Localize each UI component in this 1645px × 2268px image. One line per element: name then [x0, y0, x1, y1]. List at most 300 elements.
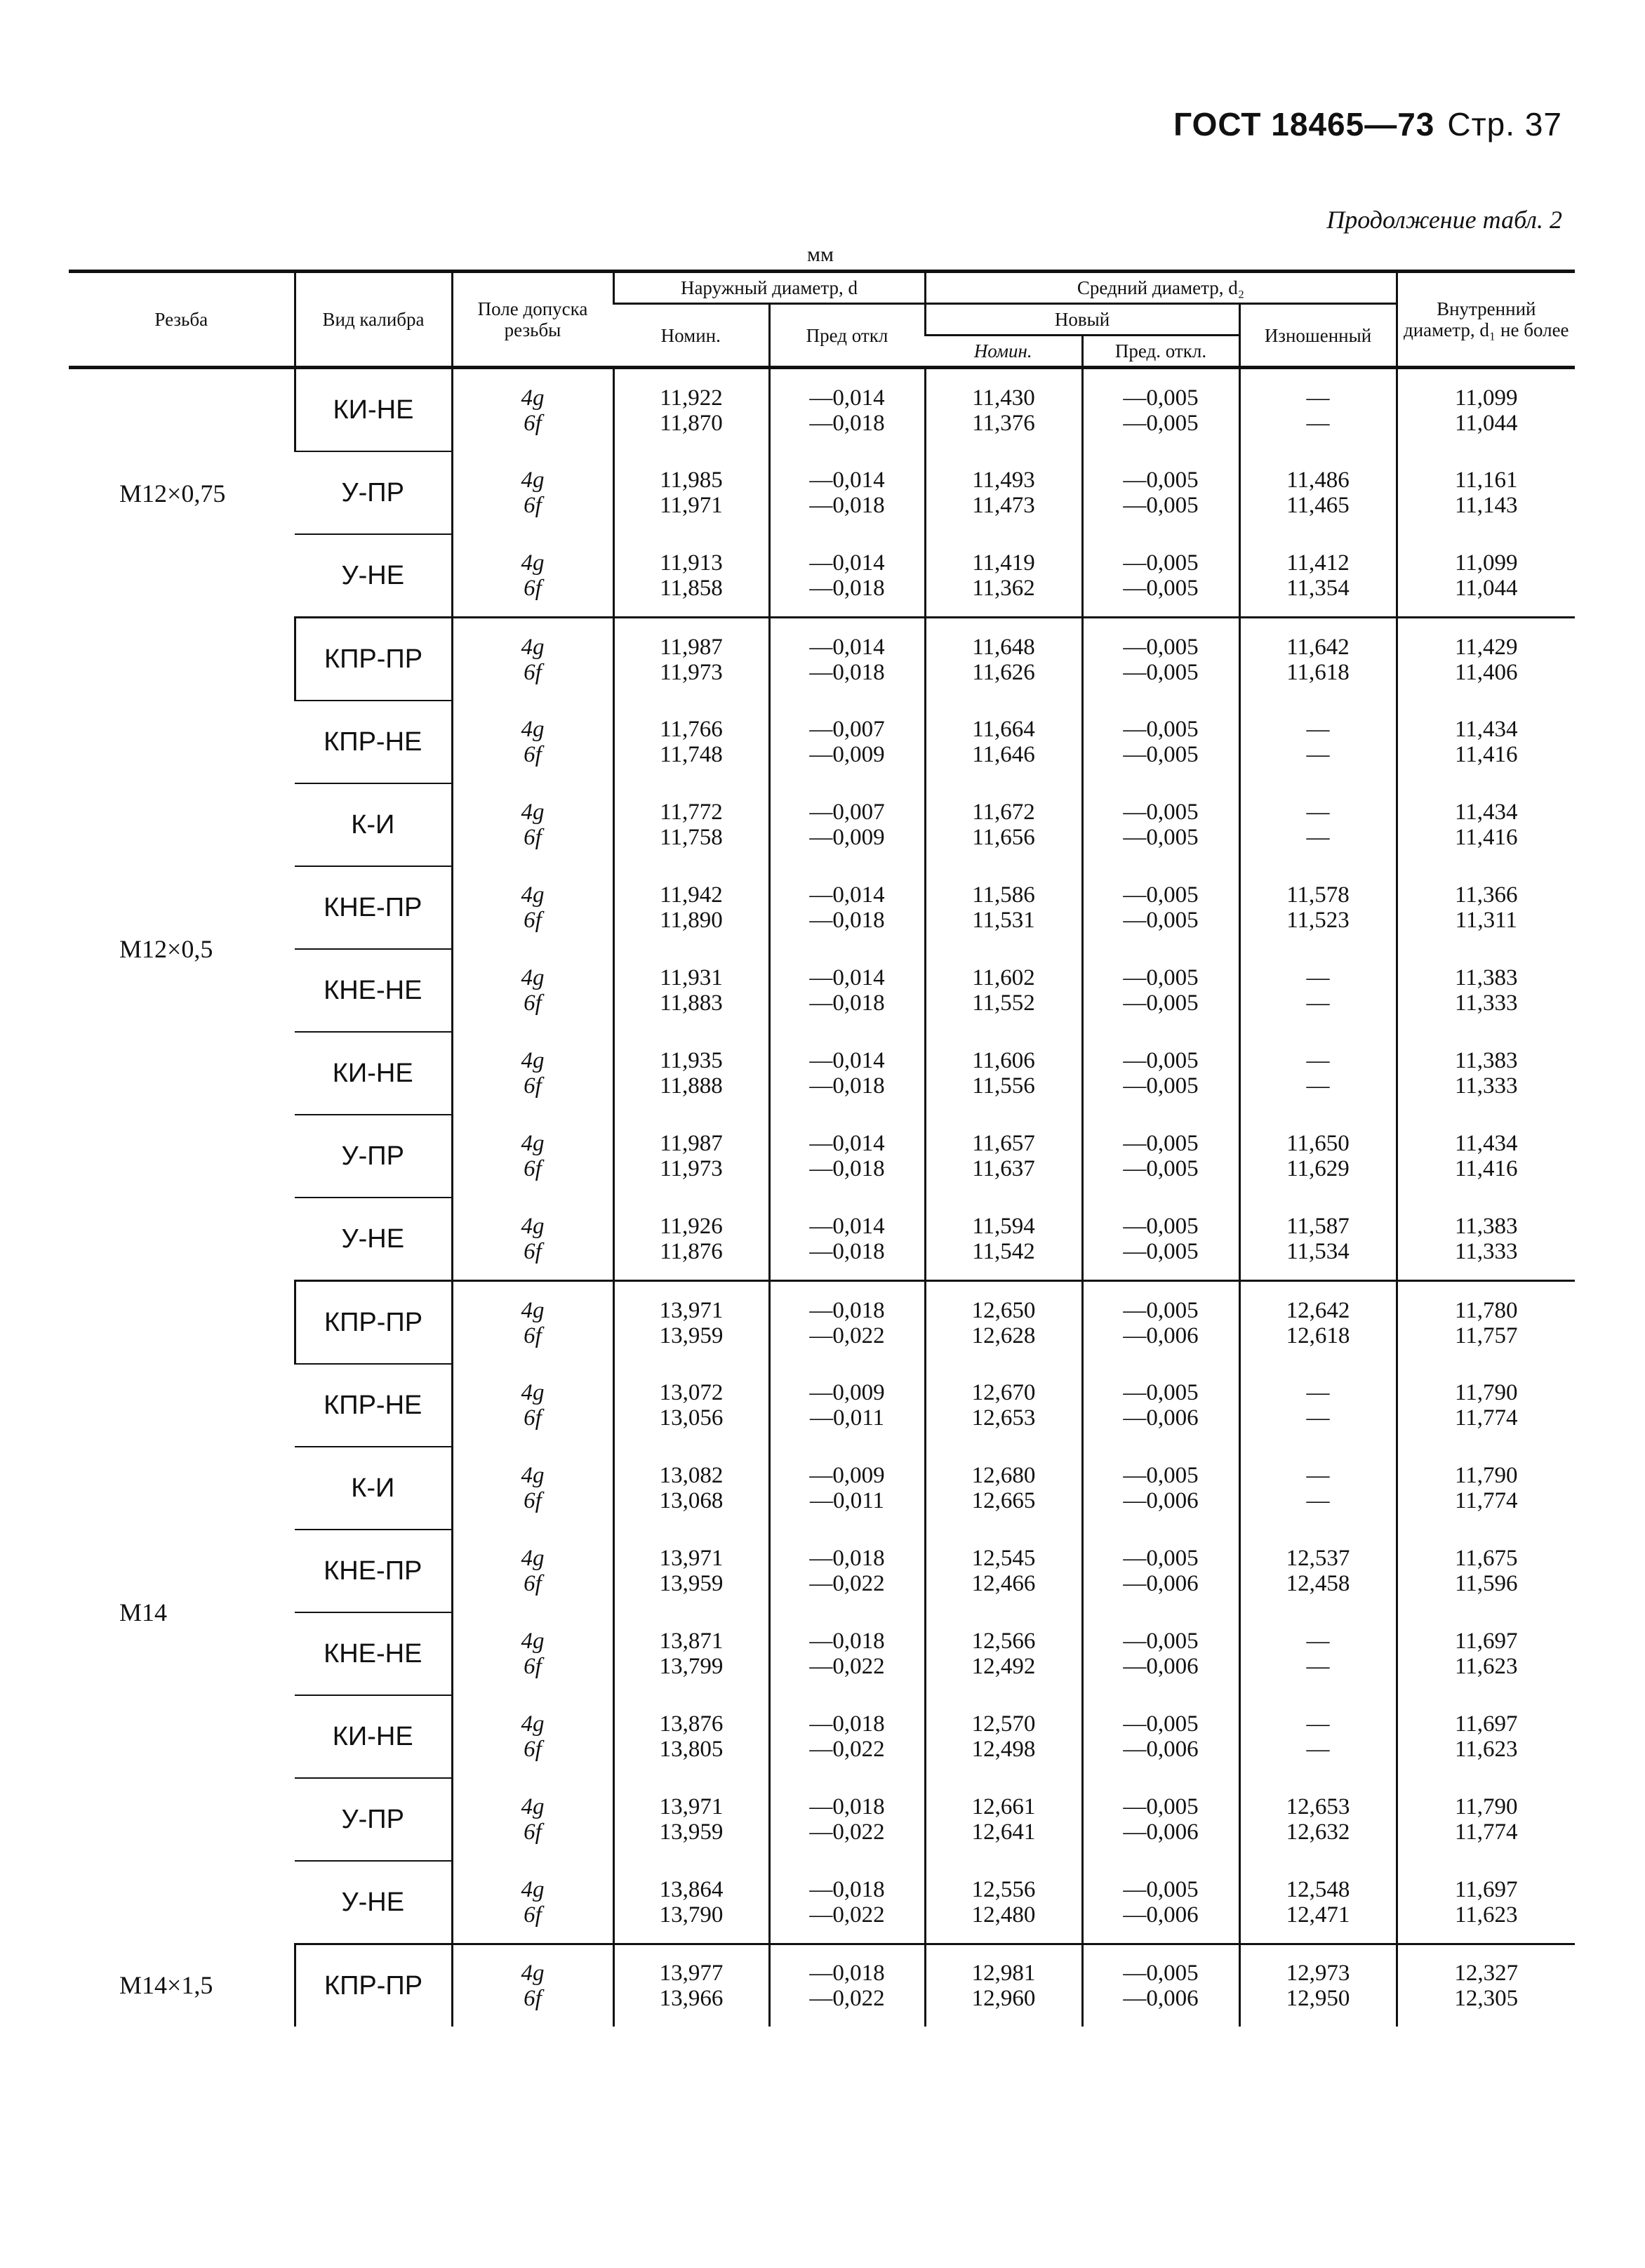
table-row	[69, 1695, 1575, 1778]
outer-dev-value: —0,018	[809, 1629, 885, 1654]
mid-nom-cell	[925, 1861, 1082, 1944]
outer-dev-value: —0,014	[809, 634, 885, 660]
inner-diameter-cell	[1397, 1115, 1575, 1198]
mid-nom-cell	[925, 1695, 1082, 1778]
mid-nom-cell	[925, 1778, 1082, 1861]
tolerance-value: 4g	[521, 1131, 545, 1156]
mid-nom-value: 11,637	[972, 1156, 1035, 1181]
mid-dev-value: —0,005	[1123, 550, 1199, 576]
inner-diameter-value: 11,697	[1455, 1876, 1518, 1902]
tolerance-value: 6f	[524, 908, 542, 933]
inner-diameter-cell	[1397, 368, 1575, 452]
mid-worn-value: —	[1306, 1488, 1330, 1513]
table-row	[69, 534, 1575, 618]
outer-dev-value: —0,009	[809, 1380, 885, 1405]
mid-dev-value: —0,006	[1123, 1654, 1199, 1679]
mid-nom-value: 12,480	[971, 1902, 1036, 1928]
outer-nom-cell	[613, 866, 769, 949]
mid-dev-value: —0,005	[1123, 493, 1199, 518]
outer-nom-cell	[613, 1115, 769, 1198]
mid-nom-cell	[925, 783, 1082, 866]
mid-dev-value: —0,005	[1123, 634, 1199, 660]
gauge-cell: КПР-ПР	[295, 1944, 452, 2027]
mid-worn-value: 11,523	[1286, 908, 1350, 933]
tolerance-value: 4g	[521, 550, 545, 576]
outer-dev-cell	[769, 1115, 925, 1198]
outer-dev-value: —0,007	[809, 717, 885, 742]
tolerance-cell	[452, 1530, 613, 1612]
outer-dev-cell	[769, 1198, 925, 1281]
mid-dev-value: —0,005	[1123, 990, 1199, 1016]
outer-dev-cell	[769, 949, 925, 1032]
gauge-cell: У-ПР	[295, 451, 452, 534]
tolerance-cell	[452, 783, 613, 866]
mid-worn-value: —	[1306, 1737, 1330, 1762]
outer-dev-cell	[769, 1032, 925, 1115]
mid-dev-value: —0,005	[1123, 1156, 1199, 1181]
tolerance-value: 4g	[521, 634, 545, 660]
outer-nom-value: 13,799	[659, 1654, 724, 1679]
mid-nom-value: 12,665	[971, 1488, 1036, 1513]
outer-nom-value: 11,985	[660, 467, 723, 493]
table-row	[69, 949, 1575, 1032]
mid-nom-value: 11,586	[972, 882, 1035, 908]
outer-nom-cell	[613, 1447, 769, 1530]
gauge-cell: У-ПР	[295, 1115, 452, 1198]
gauge-cell: КПР-НЕ	[295, 1364, 452, 1447]
mid-nom-value: 11,362	[972, 575, 1035, 601]
outer-nom-cell	[613, 701, 769, 783]
tolerance-value: 4g	[521, 1629, 545, 1654]
inner-diameter-cell	[1397, 1447, 1575, 1530]
mid-nom-value: 11,556	[972, 1073, 1035, 1099]
mid-dev-cell	[1082, 1944, 1239, 2027]
page-number: Стр. 37	[1447, 106, 1562, 142]
outer-dev-cell	[769, 1447, 925, 1530]
outer-nom-value: 13,977	[659, 1961, 724, 1986]
mid-dev-value: —0,005	[1123, 1048, 1199, 1073]
mid-nom-cell	[925, 1612, 1082, 1695]
tolerance-value: 6f	[524, 1571, 542, 1596]
mid-dev-value: —0,006	[1123, 1571, 1199, 1596]
mid-dev-cell	[1082, 1778, 1239, 1861]
tolerance-value: 4g	[521, 1297, 545, 1323]
outer-dev-cell	[769, 451, 925, 534]
mid-worn-value: 11,412	[1286, 550, 1350, 576]
tolerance-cell	[452, 1281, 613, 1365]
mid-dev-cell	[1082, 1530, 1239, 1612]
table-row	[69, 1198, 1575, 1281]
mid-dev-value: —0,006	[1123, 1819, 1199, 1845]
outer-nom-value: 11,766	[660, 717, 723, 742]
mid-worn-value: —	[1306, 410, 1330, 436]
tolerance-value: 4g	[521, 800, 545, 825]
mid-worn-value: 11,587	[1286, 1213, 1350, 1239]
mid-nom-value: 11,531	[972, 908, 1035, 933]
outer-dev-value: —0,022	[809, 1654, 885, 1679]
inner-diameter-value: 11,697	[1455, 1711, 1518, 1737]
outer-dev-value: —0,014	[809, 882, 885, 908]
mid-dev-value: —0,005	[1123, 1297, 1199, 1323]
mid-worn-value: 12,642	[1286, 1297, 1350, 1323]
outer-dev-value: —0,022	[809, 1902, 885, 1928]
mid-worn-cell	[1239, 1198, 1397, 1281]
gauge-cell: КПР-ПР	[295, 618, 452, 701]
outer-dev-value: —0,018	[809, 1156, 885, 1181]
outer-nom-cell	[613, 1861, 769, 1944]
outer-dev-value: —0,018	[809, 990, 885, 1016]
outer-nom-cell	[613, 1612, 769, 1695]
mid-worn-value: —	[1306, 965, 1330, 990]
table-row	[69, 1530, 1575, 1612]
outer-nom-value: 13,971	[659, 1297, 724, 1323]
mid-worn-value: 11,534	[1286, 1238, 1350, 1264]
mid-dev-cell	[1082, 949, 1239, 1032]
mid-nom-cell	[925, 1944, 1082, 2027]
gauge-cell: КНЕ-НЕ	[295, 1612, 452, 1695]
outer-nom-value: 11,883	[660, 990, 723, 1016]
mid-dev-value: —0,005	[1123, 1876, 1199, 1902]
mid-nom-cell	[925, 1530, 1082, 1612]
mid-dev-cell	[1082, 534, 1239, 618]
tolerance-cell	[452, 1695, 613, 1778]
mid-worn-value: —	[1306, 1073, 1330, 1099]
mid-nom-value: 11,657	[972, 1131, 1035, 1156]
mid-dev-value: —0,006	[1123, 1322, 1199, 1348]
mid-nom-cell	[925, 1198, 1082, 1281]
mid-worn-value: —	[1306, 825, 1330, 850]
inner-diameter-value: 11,099	[1455, 550, 1518, 576]
inner-diameter-value: 11,434	[1455, 800, 1518, 825]
outer-nom-value: 11,870	[660, 410, 723, 436]
mid-dev-cell	[1082, 783, 1239, 866]
inner-diameter-cell	[1397, 1198, 1575, 1281]
outer-nom-cell	[613, 949, 769, 1032]
gauge-cell: К-И	[295, 783, 452, 866]
inner-diameter-value: 11,099	[1455, 385, 1518, 411]
inner-diameter-value: 11,697	[1455, 1629, 1518, 1654]
inner-diameter-value: 11,596	[1455, 1571, 1518, 1596]
outer-nom-value: 13,876	[659, 1711, 724, 1737]
inner-diameter-value: 11,333	[1455, 1238, 1518, 1264]
outer-nom-cell	[613, 1032, 769, 1115]
mid-dev-value: —0,005	[1123, 467, 1199, 493]
mid-dev-cell	[1082, 451, 1239, 534]
outer-dev-value: —0,014	[809, 467, 885, 493]
mid-worn-value: —	[1306, 990, 1330, 1016]
outer-dev-value: —0,014	[809, 550, 885, 576]
mid-nom-value: 12,570	[971, 1711, 1036, 1737]
outer-dev-cell	[769, 1530, 925, 1612]
mid-worn-value: 12,632	[1286, 1819, 1350, 1845]
mid-worn-value: 11,465	[1286, 493, 1350, 518]
outer-nom-value: 13,959	[659, 1819, 724, 1845]
outer-dev-value: —0,022	[809, 1737, 885, 1762]
gauge-cell: У-НЕ	[295, 1861, 452, 1944]
tolerance-value: 4g	[521, 1213, 545, 1239]
inner-diameter-value: 11,383	[1455, 965, 1518, 990]
tolerance-cell	[452, 618, 613, 701]
tolerance-cell	[452, 949, 613, 1032]
gauge-cell: К-И	[295, 1447, 452, 1530]
col-mid-worn: Изношенный	[1239, 304, 1397, 368]
tolerance-value: 6f	[524, 1819, 542, 1845]
inner-diameter-cell	[1397, 1778, 1575, 1861]
mid-nom-value: 11,473	[972, 493, 1035, 518]
col-outer-nom: Номин.	[613, 304, 769, 368]
outer-nom-value: 13,790	[659, 1902, 724, 1928]
outer-dev-cell	[769, 783, 925, 866]
inner-diameter-value: 11,790	[1455, 1794, 1518, 1819]
mid-dev-value: —0,005	[1123, 1629, 1199, 1654]
outer-nom-value: 11,858	[660, 575, 723, 601]
mid-nom-cell	[925, 1281, 1082, 1365]
mid-dev-value: —0,006	[1123, 1737, 1199, 1762]
mid-nom-cell	[925, 866, 1082, 949]
inner-diameter-value: 11,416	[1455, 825, 1518, 850]
mid-dev-cell	[1082, 866, 1239, 949]
outer-dev-value: —0,018	[809, 410, 885, 436]
table-row	[69, 1778, 1575, 1861]
tolerance-value: 6f	[524, 1073, 542, 1099]
outer-dev-cell	[769, 1281, 925, 1365]
inner-diameter-value: 12,327	[1454, 1961, 1519, 1986]
mid-nom-cell	[925, 451, 1082, 534]
mid-dev-value: —0,005	[1123, 965, 1199, 990]
mid-worn-value: 12,471	[1286, 1902, 1350, 1928]
mid-nom-value: 12,670	[971, 1380, 1036, 1405]
outer-dev-value: —0,018	[809, 1961, 885, 1986]
mid-worn-value: —	[1306, 742, 1330, 767]
tolerance-cell	[452, 1198, 613, 1281]
mid-dev-cell	[1082, 1861, 1239, 1944]
mid-dev-value: —0,005	[1123, 1131, 1199, 1156]
thread-cell: М14	[119, 1598, 168, 1626]
mid-dev-cell	[1082, 1364, 1239, 1447]
outer-nom-value: 11,890	[660, 908, 723, 933]
outer-dev-value: —0,009	[809, 1463, 885, 1488]
mid-dev-cell	[1082, 1281, 1239, 1365]
tolerance-value: 6f	[524, 1238, 542, 1264]
mid-dev-value: —0,006	[1123, 1405, 1199, 1431]
thread-cell: М12×0,5	[119, 935, 213, 963]
unit-label: мм	[807, 243, 834, 266]
mid-nom-cell	[925, 1032, 1082, 1115]
outer-nom-value: 13,966	[659, 1986, 724, 2011]
mid-nom-value: 12,492	[971, 1654, 1036, 1679]
inner-diameter-value: 11,774	[1455, 1819, 1518, 1845]
mid-worn-cell	[1239, 1695, 1397, 1778]
mid-dev-value: —0,005	[1123, 1546, 1199, 1571]
mid-dev-value: —0,005	[1123, 1463, 1199, 1488]
outer-dev-value: —0,022	[809, 1322, 885, 1348]
tolerance-value: 4g	[521, 1711, 545, 1737]
tolerance-value: 4g	[521, 1048, 545, 1073]
tolerance-cell	[452, 1447, 613, 1530]
mid-dev-value: —0,005	[1123, 1073, 1199, 1099]
mid-worn-cell	[1239, 1364, 1397, 1447]
mid-worn-cell	[1239, 1115, 1397, 1198]
outer-dev-value: —0,018	[809, 659, 885, 685]
inner-diameter-cell	[1397, 618, 1575, 701]
outer-nom-value: 13,072	[659, 1380, 724, 1405]
inner-diameter-cell	[1397, 1364, 1575, 1447]
outer-dev-value: —0,009	[809, 742, 885, 767]
mid-worn-cell	[1239, 618, 1397, 701]
col-inner-diameter: Внутренний диаметр, d₁ не более	[1397, 272, 1575, 368]
outer-nom-value: 11,971	[660, 493, 723, 518]
outer-dev-cell	[769, 534, 925, 618]
mid-worn-cell	[1239, 1778, 1397, 1861]
inner-diameter-value: 11,790	[1455, 1380, 1518, 1405]
gauge-cell: КИ-НЕ	[295, 1032, 452, 1115]
mid-worn-value: 12,973	[1286, 1961, 1350, 1986]
mid-worn-value: —	[1306, 1654, 1330, 1679]
tolerance-cell	[452, 451, 613, 534]
mid-dev-value: —0,005	[1123, 659, 1199, 685]
table-row	[69, 451, 1575, 534]
inner-diameter-cell	[1397, 866, 1575, 949]
col-mid-diameter: Средний диаметр, d₂	[925, 272, 1397, 304]
outer-nom-cell	[613, 1198, 769, 1281]
mid-nom-value: 11,606	[972, 1048, 1035, 1073]
inner-diameter-cell	[1397, 1281, 1575, 1365]
mid-nom-value: 12,466	[971, 1571, 1036, 1596]
outer-dev-value: —0,014	[809, 385, 885, 411]
table-row	[69, 368, 1575, 452]
inner-diameter-cell	[1397, 1530, 1575, 1612]
outer-nom-value: 11,876	[660, 1238, 723, 1264]
mid-dev-value: —0,005	[1123, 717, 1199, 742]
table-row	[69, 1861, 1575, 1944]
outer-dev-value: —0,014	[809, 1213, 885, 1239]
table-row	[69, 866, 1575, 949]
col-thread: Резьба	[69, 272, 295, 368]
mid-dev-value: —0,006	[1123, 1488, 1199, 1513]
outer-dev-cell	[769, 618, 925, 701]
tolerance-value: 6f	[524, 990, 542, 1016]
outer-nom-cell	[613, 1530, 769, 1612]
mid-worn-value: —	[1306, 1629, 1330, 1654]
col-mid-dev: Пред. откл.	[1082, 336, 1239, 368]
outer-dev-value: —0,018	[809, 493, 885, 518]
mid-worn-value: 12,537	[1286, 1546, 1350, 1571]
tolerance-value: 4g	[521, 717, 545, 742]
outer-nom-value: 11,772	[660, 800, 723, 825]
mid-nom-cell	[925, 1447, 1082, 1530]
tolerance-value: 6f	[524, 1322, 542, 1348]
inner-diameter-cell	[1397, 701, 1575, 783]
tolerance-cell	[452, 1364, 613, 1447]
inner-diameter-value: 11,623	[1455, 1902, 1518, 1928]
outer-dev-value: —0,007	[809, 800, 885, 825]
outer-dev-value: —0,018	[809, 1876, 885, 1902]
inner-diameter-value: 11,790	[1455, 1463, 1518, 1488]
tolerance-value: 6f	[524, 1654, 542, 1679]
outer-nom-value: 13,971	[659, 1546, 724, 1571]
tolerance-cell	[452, 1612, 613, 1695]
mid-worn-value: 12,618	[1286, 1322, 1350, 1348]
outer-dev-value: —0,018	[809, 1794, 885, 1819]
mid-nom-value: 11,493	[972, 467, 1035, 493]
inner-diameter-cell	[1397, 1032, 1575, 1115]
tolerance-value: 4g	[521, 965, 545, 990]
outer-nom-value: 13,082	[659, 1463, 724, 1488]
thread-cell: М14×1,5	[119, 1971, 213, 2000]
inner-diameter-value: 11,333	[1455, 990, 1518, 1016]
outer-nom-value: 11,942	[660, 882, 723, 908]
tolerance-value: 4g	[521, 1380, 545, 1405]
outer-nom-value: 11,935	[660, 1048, 723, 1073]
tolerance-cell	[452, 1115, 613, 1198]
outer-dev-cell	[769, 368, 925, 452]
mid-dev-value: —0,005	[1123, 1794, 1199, 1819]
outer-nom-value: 11,973	[660, 1156, 723, 1181]
mid-worn-value: 11,629	[1286, 1156, 1350, 1181]
mid-worn-value: —	[1306, 1048, 1330, 1073]
mid-worn-value: —	[1306, 385, 1330, 411]
outer-dev-value: —0,011	[809, 1488, 885, 1513]
mid-nom-value: 12,981	[971, 1961, 1036, 1986]
mid-worn-value: —	[1306, 717, 1330, 742]
mid-worn-cell	[1239, 451, 1397, 534]
inner-diameter-value: 11,429	[1455, 634, 1518, 660]
mid-nom-value: 12,653	[971, 1405, 1036, 1431]
outer-dev-value: —0,018	[809, 575, 885, 601]
inner-diameter-value: 11,406	[1455, 659, 1518, 685]
thread-cell: М12×0,75	[119, 479, 226, 508]
tolerance-value: 6f	[524, 1737, 542, 1762]
tolerance-cell	[452, 534, 613, 618]
outer-nom-value: 11,931	[660, 965, 723, 990]
inner-diameter-value: 11,774	[1455, 1488, 1518, 1513]
mid-nom-value: 12,680	[971, 1463, 1036, 1488]
inner-diameter-value: 11,044	[1455, 410, 1518, 436]
mid-dev-value: —0,005	[1123, 1961, 1199, 1986]
col-mid-new: Новый	[925, 304, 1239, 336]
outer-dev-value: —0,011	[809, 1405, 885, 1431]
mid-dev-cell	[1082, 1447, 1239, 1530]
inner-diameter-value: 11,434	[1455, 717, 1518, 742]
mid-worn-value: 11,642	[1286, 634, 1350, 660]
outer-dev-cell	[769, 701, 925, 783]
inner-diameter-cell	[1397, 451, 1575, 534]
data-table	[69, 270, 1575, 2027]
mid-worn-value: —	[1306, 1463, 1330, 1488]
mid-dev-cell	[1082, 1695, 1239, 1778]
outer-dev-value: —0,022	[809, 1571, 885, 1596]
mid-nom-value: 11,646	[972, 742, 1035, 767]
mid-worn-value: —	[1306, 1711, 1330, 1737]
mid-dev-cell	[1082, 1612, 1239, 1695]
mid-nom-cell	[925, 618, 1082, 701]
mid-nom-value: 12,498	[971, 1737, 1036, 1762]
outer-dev-value: —0,009	[809, 825, 885, 850]
mid-worn-value: 12,458	[1286, 1571, 1350, 1596]
inner-diameter-value: 11,434	[1455, 1131, 1518, 1156]
table-row	[69, 618, 1575, 701]
mid-dev-value: —0,005	[1123, 1238, 1199, 1264]
tolerance-value: 6f	[524, 1156, 542, 1181]
outer-nom-value: 11,987	[660, 634, 723, 660]
outer-nom-cell	[613, 368, 769, 452]
mid-dev-value: —0,005	[1123, 1213, 1199, 1239]
mid-nom-cell	[925, 1115, 1082, 1198]
outer-dev-value: —0,018	[809, 1711, 885, 1737]
tolerance-value: 6f	[524, 410, 542, 436]
tolerance-value: 4g	[521, 1463, 545, 1488]
mid-worn-value: 11,354	[1286, 575, 1350, 601]
